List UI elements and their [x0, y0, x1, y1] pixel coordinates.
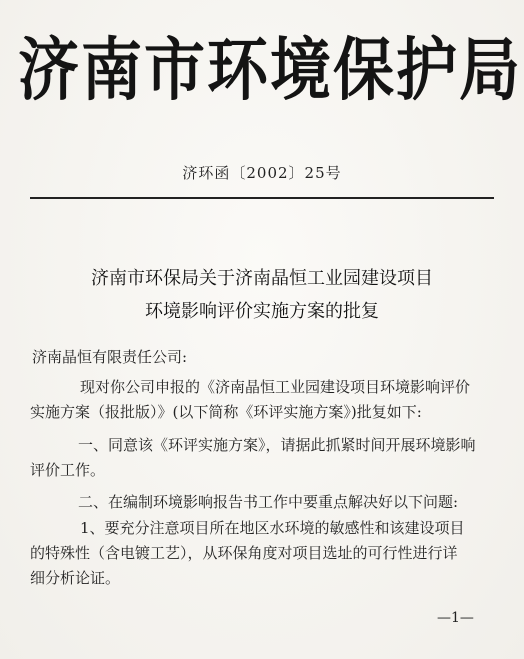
- paragraph-line: 二、在编制环境影响报告书工作中要重点解决好以下问题:: [78, 493, 459, 511]
- paragraph-item-1: [30, 433, 500, 483]
- paragraph-line: 细分析论证。: [30, 569, 121, 587]
- paragraph-line: 实施方案（报批版）》(以下简称《环评实施方案》)批复如下:: [30, 403, 422, 421]
- paragraph-line: 一、同意该《环评实施方案》，请据此抓紧时间开展环境影响: [78, 436, 476, 454]
- header-divider: [30, 197, 494, 199]
- paragraph-line: 现对你公司申报的《济南晶恒工业园建设项目环境影响评价: [80, 378, 471, 396]
- letterhead-title: 济南市环境保护局: [18, 30, 523, 111]
- document-title: [0, 262, 524, 328]
- page-number: —1—: [437, 610, 474, 626]
- paragraph-subitem-1: [30, 516, 500, 591]
- title-line-2: 环境影响评价实施方案的批复: [145, 301, 379, 322]
- paragraph-item-2: [30, 490, 500, 515]
- title-line-1: 济南市环保局关于济南晶恒工业园建设项目: [91, 268, 433, 289]
- paragraph-line: 1、要充分注意项目所在地区水环境的敏感性和该建设项目: [80, 519, 465, 537]
- paragraph-intro: [30, 375, 500, 425]
- paragraph-line: 的特殊性（含电镀工艺），从环保角度对项目选址的可行性进行详: [30, 544, 458, 562]
- paragraph-line: 评价工作。: [30, 461, 106, 479]
- document-number: 济环函〔2002〕25号: [182, 164, 342, 182]
- recipient-line: 济南晶恒有限责任公司:: [32, 348, 188, 366]
